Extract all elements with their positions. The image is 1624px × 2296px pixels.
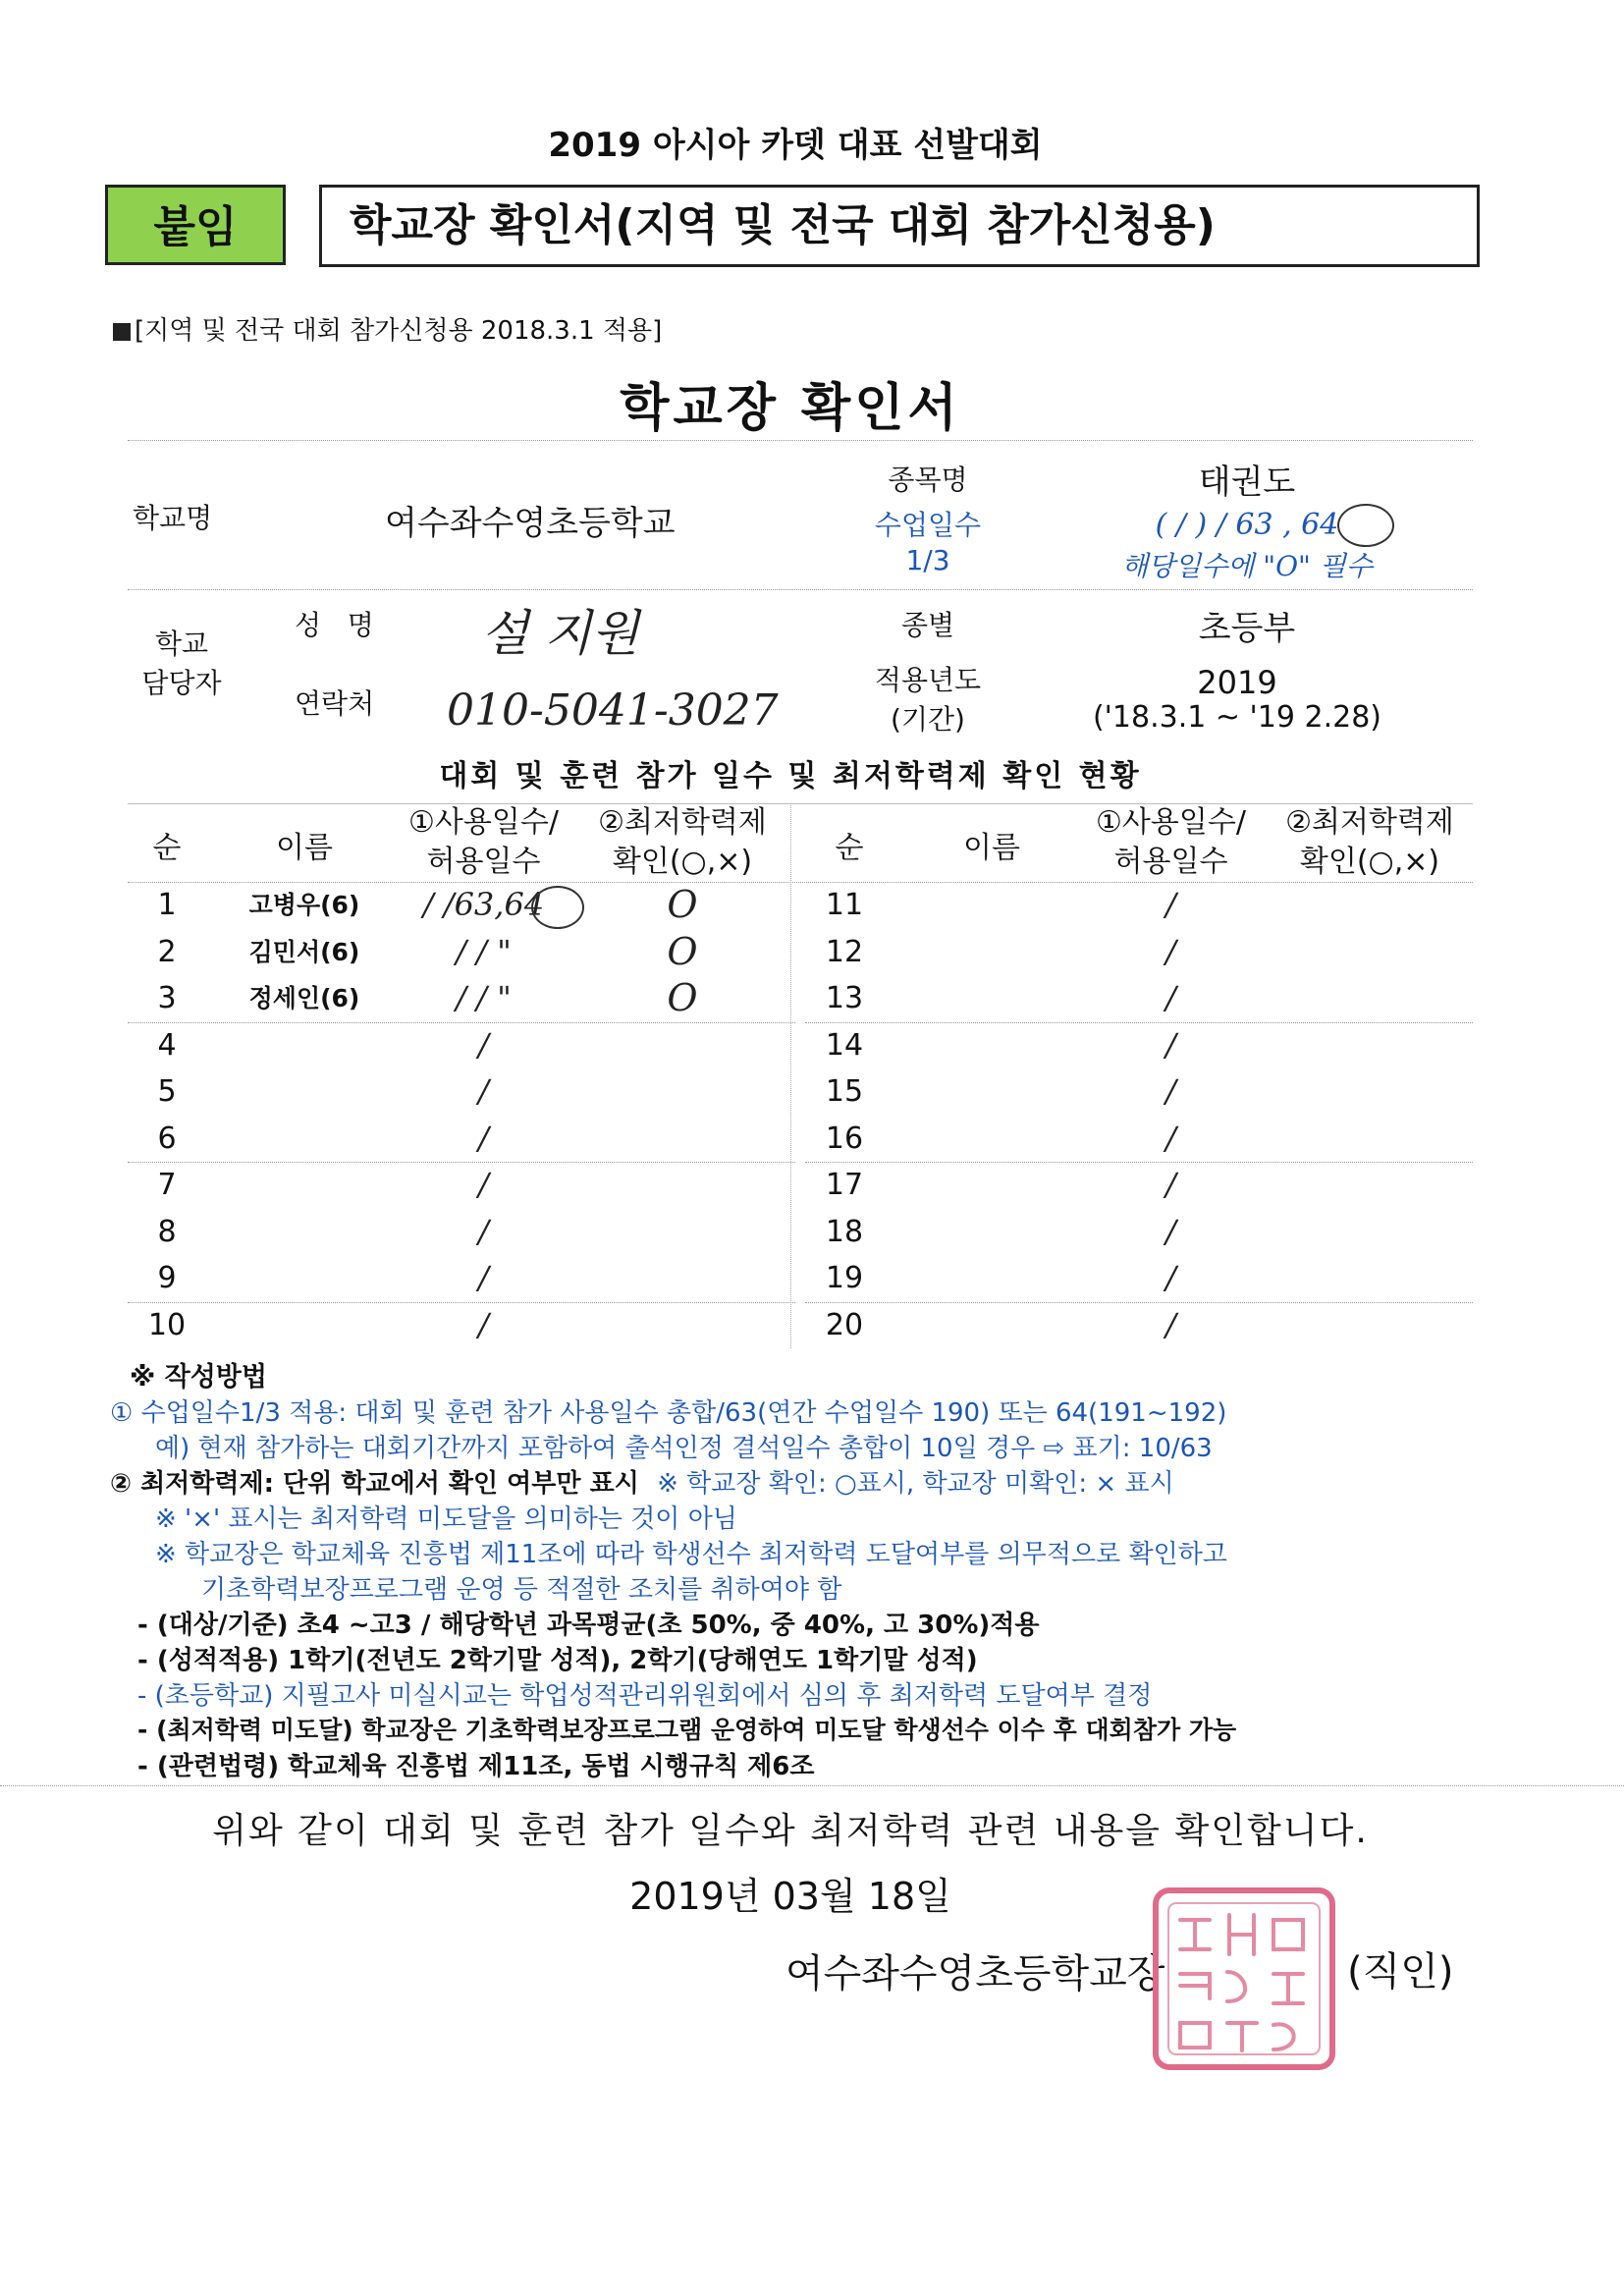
row-no: 15	[825, 1074, 864, 1109]
row-check	[1272, 882, 1468, 928]
event-label: 종목명	[888, 464, 968, 496]
event-value: 태권도	[1198, 463, 1296, 502]
header-min-right-line1: ②최저학력제	[1285, 805, 1454, 840]
header-min-right	[1272, 803, 1468, 882]
row-days: /	[1165, 1166, 1176, 1203]
header-min-left	[584, 803, 781, 882]
row-days: /	[478, 1305, 489, 1343]
row-check	[584, 1255, 781, 1301]
header-min-right-line2: 확인(○,×)	[1299, 845, 1440, 879]
row-check	[1272, 1302, 1468, 1348]
date-text: 2019년 03월 18일	[629, 1875, 951, 1918]
row-check	[584, 1302, 781, 1348]
row-check	[584, 1022, 781, 1068]
row-name	[913, 882, 1070, 928]
row-divider	[128, 1302, 795, 1303]
row-no: 11	[825, 888, 864, 922]
row-check	[584, 1116, 781, 1162]
row-days: /	[478, 1119, 489, 1157]
row-name	[226, 1022, 383, 1068]
header-no-left: 순	[152, 831, 182, 865]
row-days: /	[478, 1025, 489, 1064]
row-no: 12	[825, 934, 864, 969]
staff-label	[118, 625, 245, 703]
row-check: O	[667, 883, 698, 926]
contact-label: 연락처	[295, 687, 375, 720]
row-check	[1272, 929, 1468, 975]
principal-text: 여수좌수영초등학교장	[785, 1951, 1165, 1996]
school-days-value: ( / ) / 63 , 64	[1155, 508, 1339, 542]
row-check	[1272, 1116, 1468, 1162]
row-name: 정세인(6)	[248, 984, 360, 1012]
days-circle-mark	[1337, 504, 1394, 547]
attachment-tag: 붙임	[105, 185, 286, 265]
row-days: /	[1165, 1259, 1176, 1296]
row-no: 16	[825, 1121, 864, 1156]
official-seal	[1151, 1886, 1337, 2072]
row-name	[226, 1068, 383, 1115]
header-min-line1: ②최저학력제	[598, 805, 767, 840]
row-days: /	[1165, 886, 1176, 923]
row-name	[226, 1209, 383, 1255]
rule-note	[113, 310, 662, 347]
year-label-line2: (기간)	[891, 703, 965, 736]
row-check	[584, 1068, 781, 1115]
row-no: 4	[157, 1027, 177, 1063]
header-days-right	[1075, 803, 1267, 882]
name-value: 설 지원	[481, 605, 639, 662]
row-no: 7	[157, 1168, 177, 1202]
school-value: 여수좌수영초등학교	[385, 504, 676, 543]
row1-circle-mark	[531, 886, 584, 929]
instruction-line-7: - (대상/기준) 초4 ~고3 / 해당학년 과목평균(초 50%, 중 40%, 고 30%)적용	[137, 1611, 1040, 1640]
row-name: 김민서(6)	[248, 937, 360, 966]
row-check	[584, 1162, 781, 1208]
row-days: / / "	[456, 979, 512, 1016]
row-divider	[805, 1302, 1473, 1303]
contact-value: 010-5041-3027	[447, 685, 779, 736]
row-no: 13	[825, 981, 864, 1015]
row-name	[226, 1116, 383, 1162]
name-label: 성 명	[295, 609, 374, 641]
row-name	[226, 1255, 383, 1301]
instruction-line-6: 기초학력보장프로그램 운영 등 적절한 조치를 취하여야 함	[201, 1575, 842, 1605]
square-bullet-icon	[113, 323, 131, 341]
header-no-right: 순	[835, 831, 864, 865]
header-days-left	[388, 803, 579, 882]
seal-label: (직인)	[1347, 1949, 1454, 1995]
days-label-line1: 수업일수	[874, 509, 982, 541]
row-name	[913, 1116, 1070, 1162]
header-name-right: 이름	[963, 831, 1020, 865]
row-days: /	[1165, 1305, 1176, 1343]
division-label: 종별	[900, 609, 955, 641]
instruction-line-8: - (성적적용) 1학기(전년도 2학기말 성적), 2학기(당해연도 1학기말 성적)	[137, 1646, 978, 1675]
row-no: 20	[825, 1307, 864, 1342]
days-label-line2: 1/3	[905, 544, 950, 576]
row-no: 1	[157, 888, 177, 922]
box-title-text: 학교장 확인서(지역 및 전국 대회 참가신청용)	[350, 200, 1216, 250]
row-days: /	[478, 1259, 489, 1296]
school-days-note: 해당일수에 "O" 필수	[1121, 550, 1373, 582]
row-check	[1272, 1022, 1468, 1068]
instruction-line-2: 예) 현재 참가하는 대회기간까지 포함하여 출석인정 결석일수 총합이 10일 경우 ⇨ 표기: 10/63	[155, 1434, 1213, 1463]
header-min-line2: 확인(○,×)	[612, 845, 753, 879]
table-heading: 대회 및 훈련 참가 일수 및 최저학력제 확인 현황	[439, 759, 1142, 793]
staff-label-line2: 담당자	[141, 667, 222, 699]
row-check: O	[667, 929, 698, 973]
row-divider	[805, 1162, 1473, 1163]
row-name	[913, 929, 1070, 975]
row-name	[913, 1068, 1070, 1115]
row-no: 8	[157, 1214, 177, 1249]
header-days-line1: ①사용일수/	[408, 805, 559, 840]
row-days: /	[1165, 1072, 1176, 1110]
confirm-text: 위와 같이 대회 및 훈련 참가 일수와 최저학력 관련 내용을 확인합니다.	[212, 1811, 1369, 1851]
row-name	[913, 1162, 1070, 1208]
instruction-line-10: - (최저학력 미도달) 학교장은 기초학력보장프로그램 운영하여 미도달 학생선수 이수 후 대회참가 가능	[137, 1716, 1237, 1744]
row-days: /	[478, 1212, 489, 1250]
year-value: 2019	[1197, 664, 1277, 701]
row-name	[913, 975, 1070, 1021]
instruction-line-5: ※ 학교장은 학교체육 진흥법 제11조에 따라 학생선수 최저학력 도달여부를 의무적으로 확인하고	[155, 1540, 1227, 1569]
row-divider	[128, 1022, 795, 1023]
rule-note-text: [지역 및 전국 대회 참가신청용 2018.3.1 적용]	[135, 316, 663, 346]
instruction-line-3a: ② 최저학력제: 단위 학교에서 확인 여부만 표시	[110, 1469, 639, 1499]
row-days: /	[1165, 1025, 1176, 1064]
school-label: 학교명	[133, 502, 213, 534]
row-name	[913, 1209, 1070, 1255]
row-no: 19	[825, 1261, 864, 1295]
row-no: 3	[157, 981, 177, 1015]
row-divider	[805, 1022, 1473, 1023]
row-check	[1272, 1209, 1468, 1255]
row-days: / / "	[456, 932, 512, 970]
period-value: ('18.3.1 ~ '19 2.28)	[1092, 700, 1382, 735]
division-value: 초등부	[1198, 609, 1296, 648]
doc-title: 학교장 확인서	[620, 379, 961, 438]
header-days-right-line1: ①사용일수/	[1096, 805, 1246, 840]
instruction-line-1: ① 수업일수1/3 적용: 대회 및 훈련 참가 사용일수 총합/63(연간 수업일수 190) 또는 64(191~192)	[110, 1398, 1227, 1428]
row-no: 6	[157, 1121, 177, 1156]
school-days-label	[844, 508, 1011, 578]
row-days: /	[478, 1166, 489, 1203]
row-name	[913, 1255, 1070, 1301]
row-no: 14	[825, 1027, 864, 1063]
instructions-heading: ※ 작성방법	[130, 1362, 267, 1393]
row-check	[1272, 1068, 1468, 1115]
year-label	[844, 661, 1011, 739]
staff-label-line1: 학교	[154, 628, 209, 660]
header-days-right-line2: 허용일수	[1113, 845, 1228, 879]
row-days: /	[1165, 932, 1176, 970]
row-no: 17	[825, 1168, 864, 1202]
row-check	[1272, 975, 1468, 1021]
row-days: /	[1165, 1212, 1176, 1250]
row-name	[913, 1022, 1070, 1068]
row-check	[584, 1209, 781, 1255]
header-days-line2: 허용일수	[426, 845, 541, 879]
instruction-line-11: - (관련법령) 학교체육 진흥법 제11조, 동법 시행규칙 제6조	[137, 1752, 815, 1781]
year-label-line1: 적용년도	[874, 664, 982, 696]
box-title	[319, 185, 1480, 267]
row-check: O	[667, 976, 698, 1019]
row-days: /	[478, 1072, 489, 1110]
event-title: 2019 아시아 카뎃 대표 선발대회	[548, 126, 1043, 165]
instruction-line-9: - (초등학교) 지필고사 미실시교는 학업성적관리위원회에서 심의 후 최저학력 도달여부 결정	[137, 1681, 1153, 1711]
row-check	[1272, 1255, 1468, 1301]
row-no: 18	[825, 1214, 864, 1249]
row-days: / /63,64	[422, 886, 545, 923]
row-name	[913, 1302, 1070, 1348]
row-check	[1272, 1162, 1468, 1208]
row-days: /	[1165, 1119, 1176, 1157]
instruction-line-4: ※ '×' 표시는 최저학력 미도달을 의미하는 것이 아님	[155, 1504, 737, 1534]
row-name: 고병우(6)	[248, 891, 360, 919]
row-no: 9	[157, 1261, 177, 1295]
row-name	[226, 1162, 383, 1208]
instruction-line-3b: ※ 학교장 확인: ○표시, 학교장 미확인: × 표시	[657, 1469, 1174, 1499]
row-name	[226, 1302, 383, 1348]
row-days: /	[1165, 979, 1176, 1016]
row-no: 10	[147, 1307, 187, 1342]
row-no: 5	[157, 1074, 177, 1109]
row-divider	[128, 1162, 795, 1163]
instruction-line-3	[110, 1463, 1174, 1500]
row-no: 2	[157, 934, 177, 969]
header-name-left: 이름	[276, 831, 333, 865]
